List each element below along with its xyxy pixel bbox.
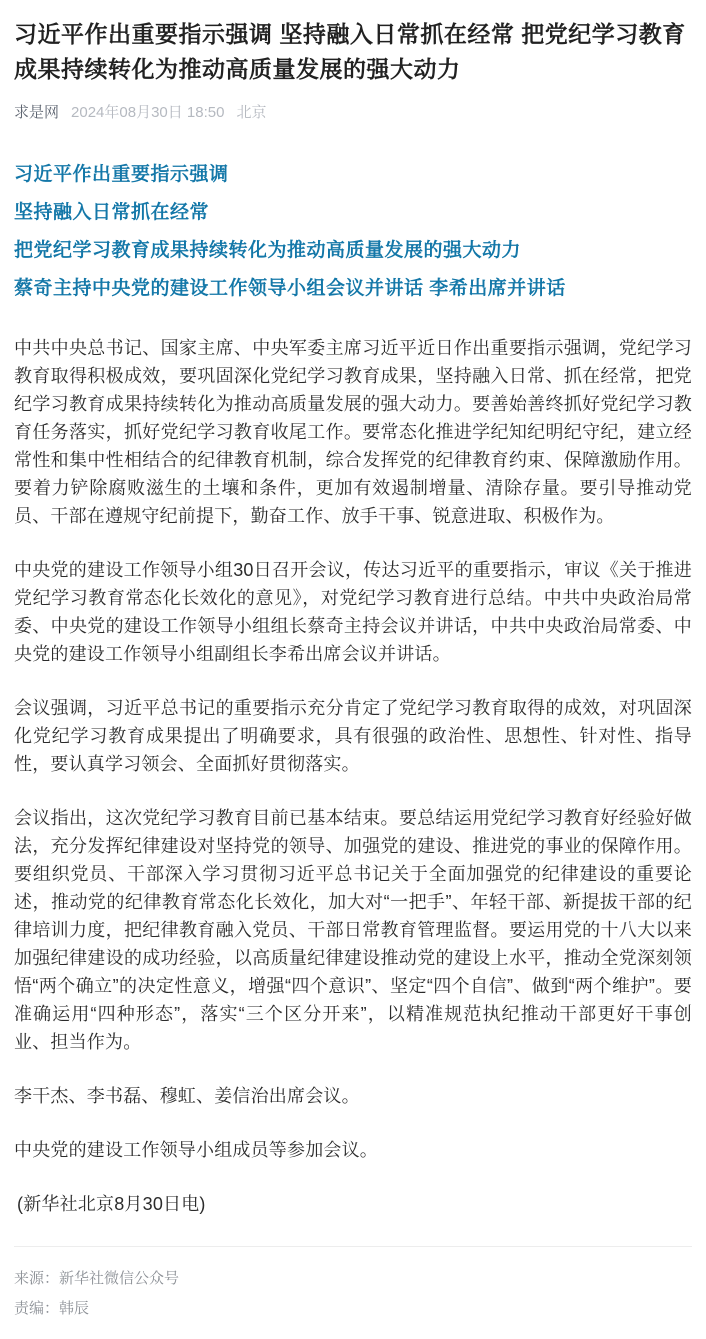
article-body <box>14 334 692 1218</box>
subtitle-block <box>14 156 692 308</box>
paragraph-attendees: 李干杰、李书磊、穆虹、姜信治出席会议。 <box>14 1086 360 1106</box>
paragraph-4: 会议指出，这次党纪学习教育目前已基本结束。要总结运用党纪学习教育好经验好做法，充分发挥纪律建设对坚持党的领导、加强党的建设、推进党的事业的保障作用。要组织党员、干部深入学习贯彻习近平总书记关于全面加强党的纪律建设的重要论述，推动党的纪律教育常态化长效化，加大对“一把手”、年轻干部、新提拔干部的纪律培训力度，把纪律教育融入党员、干部日常教育管理监督。要运用党的十八大以来加强纪律建设的成功经验，以高质量纪律建设推动党的建设上水平，推动全党深刻领悟“两个确立”的决定性意义，增强“四个意识”、坚定“四个自信”、做到“两个维护”。要准确运用“四种形态”，落实“三个区分开来”，以精准规范执纪推动干部更好干事创业、担当作为。 <box>14 808 692 1052</box>
subtitle-line-1: 习近平作出重要指示强调 <box>14 164 229 185</box>
page-title: 习近平作出重要指示强调 坚持融入日常抓在经常 把党纪学习教育成果持续转化为推动高质量发展的强大动力 <box>14 21 686 82</box>
subtitle-line-4: 蔡奇主持中央党的建设工作领导小组会议并讲话 李希出席并讲话 <box>14 278 566 299</box>
paragraph-2: 中央党的建设工作领导小组30日召开会议，传达习近平的重要指示，审议《关于推进党纪学习教育常态化长效化的意见》，对党纪学习教育进行总结。中共中央政治局常委、中央党的建设工作领导小组组长蔡奇主持会议并讲话，中共中央政治局常委、中央党的建设工作领导小组副组长李希出席会议并讲话。 <box>14 560 692 664</box>
subtitle-line-2: 坚持融入日常抓在经常 <box>14 202 210 223</box>
subtitle-line-3: 把党纪学习教育成果持续转化为推动高质量发展的强大动力 <box>14 240 522 261</box>
meta-source-name: 求是网 <box>14 104 60 121</box>
meta-datetime: 2024年08月30日 18:50 <box>71 104 225 121</box>
footer-editor-line: 责编：韩辰 <box>14 1300 90 1317</box>
paragraph-participants: 中央党的建设工作领导小组成员等参加会议。 <box>14 1140 378 1160</box>
meta-location: 北京 <box>236 104 267 121</box>
article-meta <box>14 103 692 123</box>
wire-credit: (新华社北京8月30日电) <box>17 1194 206 1214</box>
paragraph-3: 会议强调，习近平总书记的重要指示充分肯定了党纪学习教育取得的成效，对巩固深化党纪学习教育成果提出了明确要求，具有很强的政治性、思想性、针对性、指导性，要认真学习领会、全面抓好贯彻落实。 <box>14 698 692 774</box>
article-footer <box>14 1246 692 1319</box>
footer-source-line: 来源：新华社微信公众号 <box>14 1270 180 1287</box>
paragraph-1: 中共中央总书记、国家主席、中央军委主席习近平近日作出重要指示强调，党纪学习教育取得积极成效，要巩固深化党纪学习教育成果，坚持融入日常、抓在经常，把党纪学习教育成果持续转化为推动高质量发展的强大动力。要善始善终抓好党纪学习教育任务落实，抓好党纪学习教育收尾工作。要常态化推进学纪知纪明纪守纪，建立经常性和集中性相结合的纪律教育机制，综合发挥党的纪律教育约束、保障激励作用。要着力铲除腐败滋生的土壤和条件，更加有效遏制增量、清除存量。要引导推动党员、干部在遵规守纪前提下，勤奋工作、放手干事、锐意进取、积极作为。 <box>14 338 692 526</box>
